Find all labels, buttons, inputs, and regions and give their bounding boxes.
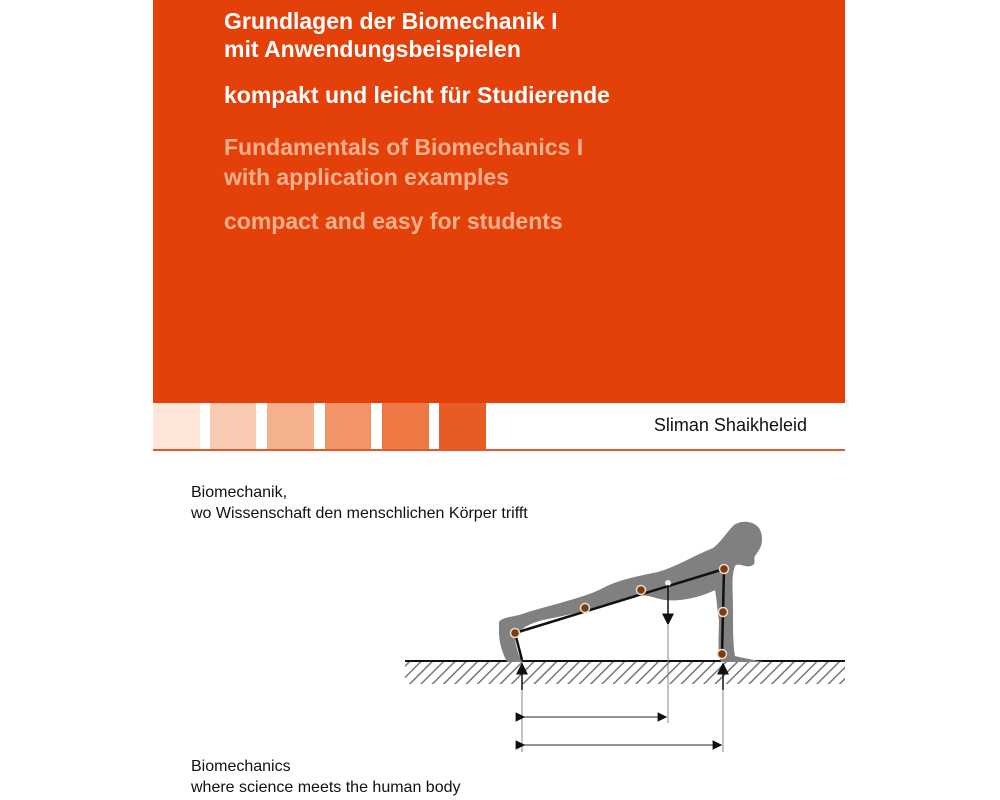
swatch-5 bbox=[382, 403, 429, 450]
title-en-line2: with application examples bbox=[224, 164, 510, 190]
swatch-1 bbox=[153, 403, 200, 450]
tagline-de-line2: wo Wissenschaft den menschlichen Körper trifft bbox=[191, 505, 528, 522]
tagline-en-line2: where science meets the human body bbox=[191, 779, 461, 796]
joint-knee bbox=[581, 604, 590, 613]
divider-rule bbox=[153, 449, 845, 451]
subtitle-de: kompakt und leicht für Studierende bbox=[224, 82, 610, 108]
swatch-2 bbox=[210, 403, 256, 450]
joint-shoulder bbox=[720, 565, 729, 574]
tagline-en-line1: Biomechanics bbox=[191, 758, 291, 775]
subtitle-en: compact and easy for students bbox=[224, 208, 563, 234]
book-cover bbox=[153, 0, 845, 800]
ground-hatch bbox=[405, 662, 845, 684]
author-name: Sliman Shaikheleid bbox=[653, 415, 807, 435]
joint-hip bbox=[637, 586, 646, 595]
title-en-line1: Fundamentals of Biomechanics I bbox=[224, 134, 584, 160]
title-panel bbox=[153, 0, 845, 403]
swatch-4 bbox=[325, 403, 371, 450]
title-de-line1: Grundlagen der Biomechanik I bbox=[224, 8, 558, 34]
swatch-3 bbox=[267, 403, 314, 450]
tagline-de-line1: Biomechanik, bbox=[191, 484, 288, 501]
joint-wrist bbox=[718, 650, 727, 659]
swatch-6 bbox=[439, 403, 486, 450]
joint-ankle bbox=[511, 629, 520, 638]
joint-elbow bbox=[719, 608, 728, 617]
pushup-biomechanics-diagram-icon bbox=[403, 520, 845, 760]
title-de-line2: mit Anwendungsbeispielen bbox=[224, 36, 521, 62]
